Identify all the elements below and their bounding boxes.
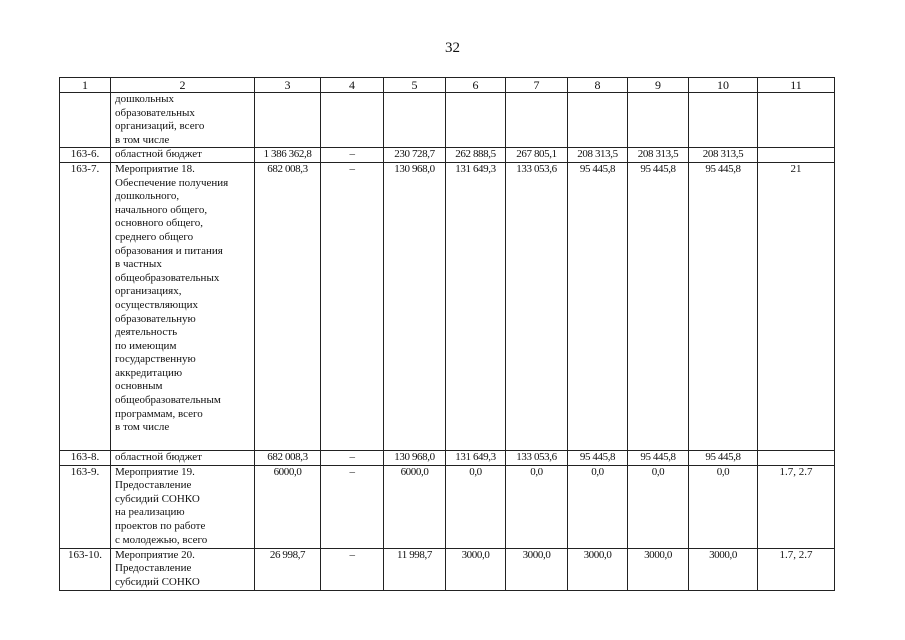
- value-cell-col-8: 3000,0: [568, 548, 628, 590]
- value-cell-col-3: 1 386 362,8: [255, 148, 321, 163]
- value-cell-col-4: [321, 93, 384, 148]
- value-cell-col-6: [446, 93, 506, 148]
- value-cell-col-5: 130 968,0: [384, 162, 446, 450]
- indicator-ref-cell: 21: [758, 162, 835, 450]
- row-description: областной бюджет: [115, 450, 202, 463]
- value-cell-col-6: 262 888,5: [446, 148, 506, 163]
- value-cell-col-6: 131 649,3: [446, 450, 506, 465]
- value-cell-col-9: [628, 93, 689, 148]
- table-row: [60, 465, 835, 548]
- column-header: 9: [628, 78, 689, 93]
- value-cell-col-8: 95 445,8: [568, 450, 628, 465]
- column-header: 8: [568, 78, 628, 93]
- indicator-ref-cell: [758, 148, 835, 163]
- value-cell-col-7: 133 053,6: [506, 450, 568, 465]
- value-cell-col-10: 95 445,8: [689, 162, 758, 450]
- column-header: 11: [758, 78, 835, 93]
- value-cell-col-9: 95 445,8: [628, 162, 689, 450]
- value-cell-col-3: [255, 93, 321, 148]
- row-description-cell: [111, 162, 255, 450]
- value-cell-col-9: 95 445,8: [628, 450, 689, 465]
- value-cell-col-10: 0,0: [689, 465, 758, 548]
- table-row: [60, 548, 835, 590]
- row-description-cell: [111, 548, 255, 590]
- row-description: дошкольных образовательных организаций, всего в том числе: [115, 93, 205, 146]
- value-cell-col-6: 131 649,3: [446, 162, 506, 450]
- row-code: 163-6.: [60, 148, 111, 163]
- indicator-ref-cell: 1.7, 2.7: [758, 465, 835, 548]
- row-code: 163-7.: [60, 162, 111, 450]
- value-cell-col-8: [568, 93, 628, 148]
- column-header: 7: [506, 78, 568, 93]
- value-cell-col-8: 0,0: [568, 465, 628, 548]
- column-header-row: [60, 78, 835, 93]
- value-cell-col-5: 130 968,0: [384, 450, 446, 465]
- value-cell-col-3: 682 008,3: [255, 162, 321, 450]
- row-description: Мероприятие 19. Предоставление субсидий СОНКО на реализацию проектов по работе с молодежью, всего: [115, 465, 208, 546]
- row-description: Мероприятие 20. Предоставление субсидий СОНКО: [115, 548, 200, 588]
- column-header: 4: [321, 78, 384, 93]
- value-cell-col-4: –: [321, 465, 384, 548]
- value-cell-col-5: 11 998,7: [384, 548, 446, 590]
- value-cell-col-7: 3000,0: [506, 548, 568, 590]
- value-cell-col-6: 3000,0: [446, 548, 506, 590]
- value-cell-col-5: 6000,0: [384, 465, 446, 548]
- value-cell-col-3: 6000,0: [255, 465, 321, 548]
- row-description-cell: [111, 93, 255, 148]
- table-row: [60, 93, 835, 148]
- row-code: [60, 93, 111, 148]
- row-code: 163-8.: [60, 450, 111, 465]
- column-header: 1: [60, 78, 111, 93]
- row-description-cell: [111, 148, 255, 163]
- indicator-ref-cell: [758, 93, 835, 148]
- row-code: 163-9.: [60, 465, 111, 548]
- column-header: 6: [446, 78, 506, 93]
- value-cell-col-9: 208 313,5: [628, 148, 689, 163]
- value-cell-col-9: 3000,0: [628, 548, 689, 590]
- value-cell-col-8: 208 313,5: [568, 148, 628, 163]
- column-header: 2: [111, 78, 255, 93]
- value-cell-col-7: 133 053,6: [506, 162, 568, 450]
- indicator-ref-cell: [758, 450, 835, 465]
- row-description: Мероприятие 18. Обеспечение получения дошкольного, начального общего, основного общего, среднего общего образования и питания в частных общеобразовательных организациях, осуществляющих образовательную деятельность по имеющим государственную аккредитацию основным общеобразовательным программам, всего в том числе: [115, 162, 229, 434]
- column-header: 10: [689, 78, 758, 93]
- value-cell-col-4: –: [321, 548, 384, 590]
- value-cell-col-10: 208 313,5: [689, 148, 758, 163]
- table-row: [60, 450, 835, 465]
- value-cell-col-7: 267 805,1: [506, 148, 568, 163]
- row-description-cell: [111, 465, 255, 548]
- value-cell-col-10: 95 445,8: [689, 450, 758, 465]
- value-cell-col-4: –: [321, 450, 384, 465]
- row-description-cell: [111, 450, 255, 465]
- row-description: областной бюджет: [115, 148, 202, 161]
- column-header: 5: [384, 78, 446, 93]
- page-number: 32: [445, 40, 460, 56]
- value-cell-col-3: 26 998,7: [255, 548, 321, 590]
- column-header: 3: [255, 78, 321, 93]
- value-cell-col-7: [506, 93, 568, 148]
- value-cell-col-5: 230 728,7: [384, 148, 446, 163]
- value-cell-col-8: 95 445,8: [568, 162, 628, 450]
- value-cell-col-7: 0,0: [506, 465, 568, 548]
- value-cell-col-5: [384, 93, 446, 148]
- indicator-ref-cell: 1.7, 2.7: [758, 548, 835, 590]
- value-cell-col-6: 0,0: [446, 465, 506, 548]
- table-row: [60, 162, 835, 450]
- value-cell-col-4: –: [321, 162, 384, 450]
- value-cell-col-9: 0,0: [628, 465, 689, 548]
- value-cell-col-4: –: [321, 148, 384, 163]
- row-code: 163-10.: [60, 548, 111, 590]
- value-cell-col-10: [689, 93, 758, 148]
- value-cell-col-3: 682 008,3: [255, 450, 321, 465]
- table-row: [60, 148, 835, 163]
- value-cell-col-10: 3000,0: [689, 548, 758, 590]
- budget-table: [59, 77, 835, 591]
